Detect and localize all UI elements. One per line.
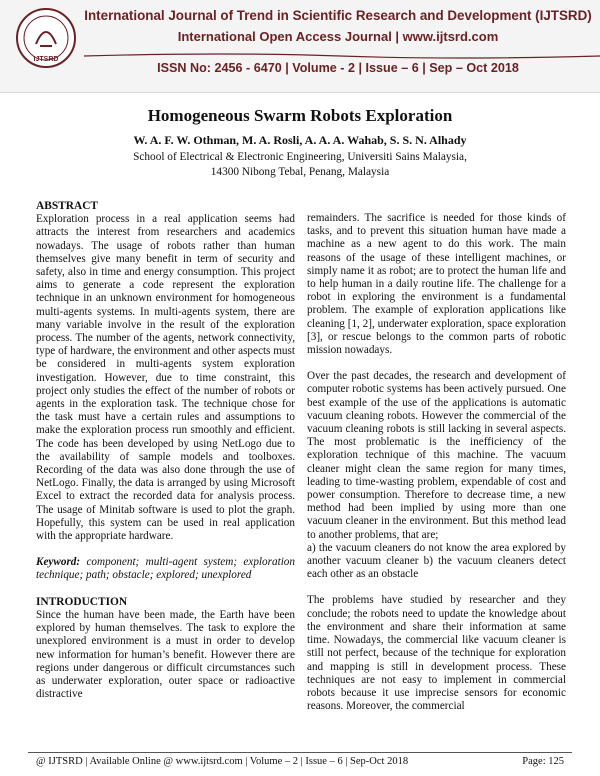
affiliation-line-1: School of Electrical & Electronic Engineering, Universiti Sains Malaysia, (133, 151, 467, 163)
journal-issn-line: ISSN No: 2456 - 6470 | Volume - 2 | Issue – 6 | Sep – Oct 2018 (157, 61, 519, 75)
intro-paragraph-1-continued: remainders. The sacrifice is needed for those kinds of tasks, and to prevent this situation human have made a machine as a new agent to do this work. The main reasons of the usage of these intelligent machines, or simply name it as robot; are to protect the human life and to help human in a daily routine life. The challenge for a robot in exploring the environment is a fundamental problem. The example of exploration applications like cleaning [1, 2], underwater exploration, space exploration [3], or rescue belongs to the common parts of robotic mission nowadays. (307, 212, 566, 357)
abstract-text: Exploration process in a real application seems had attracts the interest from researchers and academics nowadays. The usage of robots rather than human themselves give many benefit in term of security and safety, also in time and energy consumption. This project aims to generate a code represent the exploration technique in an unknown environment for homogeneous multi-agents systems. In multi-agents system, there are many variable involve in the result of the exploration process. The number of the agents, network connectivity, type of hardware, the environment and other aspects must be considered in multi-agents system exploration investigation. However, due to time constraint, this project only studies the effect of the number of robots or agents in the exploration task. The technique chose for the task must have a certain rules and assumptions to make the exploration process run smoothly and efficient. The code has been developed by using NetLogo due to the availability of sample models and toolboxes. Recording of the data was also done through the use of NetLogo. Finally, the data is arranged by using Microsoft Excel to extract the recorded data for analysis process. The usage of Minitab software is used to plot the graph. Hopefully, this system can be used in real application with the appropriate hardware. (36, 213, 295, 543)
intro-paragraph-2: Over the past decades, the research and development of computer robotic systems has been actively pursued. One best example of the use of the applications is automatic vacuum cleaning robots. However the commercial of the vacuum cleaning robots is still lacking in several aspects. The most problematic is the inefficiency of the exploration technique of this machine. The vacuum cleaner might clean the same region for many times, leading to time-wasting problem, expendable of cost and power consumption. Therefore to decrease time, a new method had been implied by using more than one vacuum cleaner in the environment. But this method lead to another problems, that are; (307, 370, 566, 541)
right-column (307, 212, 566, 713)
keywords-label: Keyword: (36, 556, 81, 569)
keywords-text: component; multi-agent system; exploration technique; path; obstacle; explored; unexplored (36, 556, 295, 582)
footer-citation: @ IJTSRD | Available Online @ www.ijtsrd.com | Volume – 2 | Issue – 6 | Sep-Oct 2018 (36, 756, 409, 767)
abstract-heading: ABSTRACT (36, 200, 99, 212)
journal-logo-icon (14, 6, 78, 70)
paper-title: Homogeneous Swarm Robots Exploration (147, 106, 453, 125)
intro-paragraph-3: The problems have studied by researcher and they conclude; the robots need to update the knowledge about the environment and share their information at same time. Nowadays, the commercial like vacuum cleaner is still not perfect, because of the technique for exploration and mapping is still in development process. These techniques are not easy to implement in commercial robots because it use imprecise sensors for economic reasons. Moreover, the commercial (307, 594, 566, 713)
keywords (36, 556, 295, 582)
paper-authors: W. A. F. W. Othman, M. A. Rosli, A. A. A. Wahab, S. S. N. Alhady (133, 133, 467, 147)
footer-divider (28, 752, 572, 753)
page-footer (36, 756, 564, 767)
left-column (36, 200, 295, 701)
page-number: Page: 125 (522, 756, 564, 767)
intro-paragraph-2-list: a) the vacuum cleaners do not know the area explored by another vacuum cleaner b) the vacuum cleaners detect each other as an obstacle (307, 541, 566, 581)
banner-wave-divider (0, 52, 600, 60)
journal-banner (0, 0, 600, 93)
journal-name: International Journal of Trend in Scientific Research and Development (IJTSRD) (84, 8, 592, 23)
logo-text: IJTSRD (33, 56, 59, 63)
introduction-heading: INTRODUCTION (36, 595, 128, 608)
affiliation-line-2: 14300 Nibong Tebal, Penang, Malaysia (210, 166, 390, 178)
journal-access-line: International Open Access Journal | www.ijtsrd.com (177, 29, 499, 44)
intro-paragraph-1: Since the human have been made, the Earth have been explored by human themselves. The task to explore the unexplored environment is a must in order to develop new information for human’s benefit. However there are regions under dangerous or difficult circumstances such as underwater exploration, outer space or radioactive distractive (36, 608, 295, 701)
